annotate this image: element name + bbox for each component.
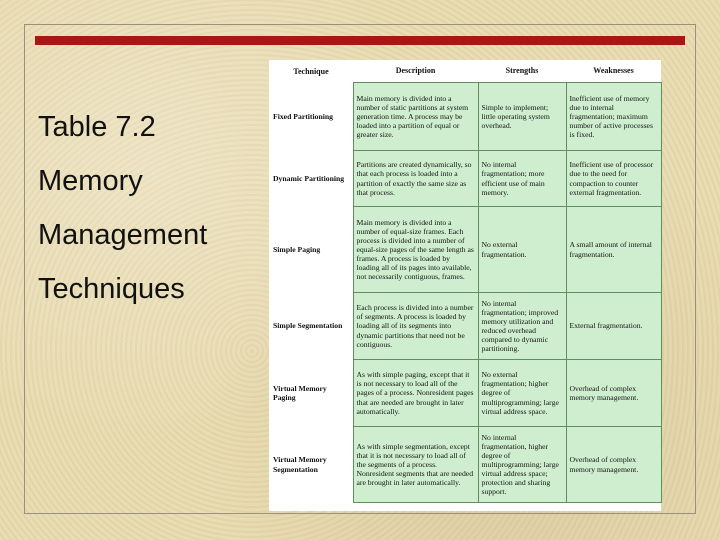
- strengths-cell: No internal fragmentation, higher degree of multiprogramming; large virtual address space; protection and sharing support.: [478, 427, 566, 503]
- weaknesses-cell: Inefficient use of processor due to the need for compaction to counter external fragmentation.: [566, 151, 661, 207]
- technique-cell: Fixed Partitioning: [269, 83, 353, 151]
- description-cell: Main memory is divided into a number of equal-size frames. Each process is divided into a number of equal-size pages of the same length as frames. A process is loaded by loading all of its pages into available, not necessarily contiguous, frames.: [353, 207, 478, 293]
- technique-cell: Simple Segmentation: [269, 293, 353, 360]
- table-row: [269, 207, 661, 293]
- title-line: Management: [38, 219, 208, 251]
- header-strengths: Strengths: [478, 60, 566, 83]
- description-cell: As with simple paging, except that it is not necessary to load all of the pages of a process. Nonresident pages that are needed are brought in later automatically.: [353, 360, 478, 427]
- technique-cell: Virtual Memory Paging: [269, 360, 353, 427]
- table-header-row: [269, 60, 661, 83]
- strengths-cell: No internal fragmentation; more efficient use of main memory.: [478, 151, 566, 207]
- weaknesses-cell: A small amount of internal fragmentation.: [566, 207, 661, 293]
- strengths-cell: No external fragmentation; higher degree of multiprogramming; large virtual address space.: [478, 360, 566, 427]
- description-cell: Partitions are created dynamically, so that each process is loaded into a partition of exactly the same size as that process.: [353, 151, 478, 207]
- table-row: [269, 151, 661, 207]
- memory-techniques-table: [269, 60, 661, 511]
- header-weaknesses: Weaknesses: [566, 60, 661, 83]
- weaknesses-cell: External fragmentation.: [566, 293, 661, 360]
- weaknesses-cell: Overhead of complex memory management.: [566, 427, 661, 503]
- table-row: [269, 360, 661, 427]
- header-technique: Technique: [269, 60, 353, 83]
- title-accent-bar: [35, 36, 685, 45]
- description-cell: Main memory is divided into a number of static partitions at system generation time. A process may be loaded into a partition of equal or greater size.: [353, 83, 478, 151]
- table-row: [269, 293, 661, 360]
- title-line: Table 7.2: [38, 111, 156, 143]
- strengths-cell: Simple to implement; little operating system overhead.: [478, 83, 566, 151]
- table-row: [269, 427, 661, 503]
- description-cell: Each process is divided into a number of segments. A process is loaded by loading all of its segments into dynamic partitions that need not be contiguous.: [353, 293, 478, 360]
- title-line: Memory: [38, 165, 143, 197]
- description-cell: As with simple segmentation, except that it is not necessary to load all of the segments of a process. Nonresident segments that are needed are brought in later automatically.: [353, 427, 478, 503]
- strengths-cell: No external fragmentation.: [478, 207, 566, 293]
- table-row: [269, 83, 661, 151]
- strengths-cell: No internal fragmentation; improved memory utilization and reduced overhead compared to dynamic partitioning.: [478, 293, 566, 360]
- weaknesses-cell: Overhead of complex memory management.: [566, 360, 661, 427]
- weaknesses-cell: Inefficient use of memory due to internal fragmentation; maximum number of active processes is fixed.: [566, 83, 661, 151]
- technique-cell: Dynamic Partitioning: [269, 151, 353, 207]
- title-line: Techniques: [38, 273, 185, 305]
- slide-title: [38, 105, 258, 321]
- technique-cell: Simple Paging: [269, 207, 353, 293]
- technique-cell: Virtual Memory Segmentation: [269, 427, 353, 503]
- header-description: Description: [353, 60, 478, 83]
